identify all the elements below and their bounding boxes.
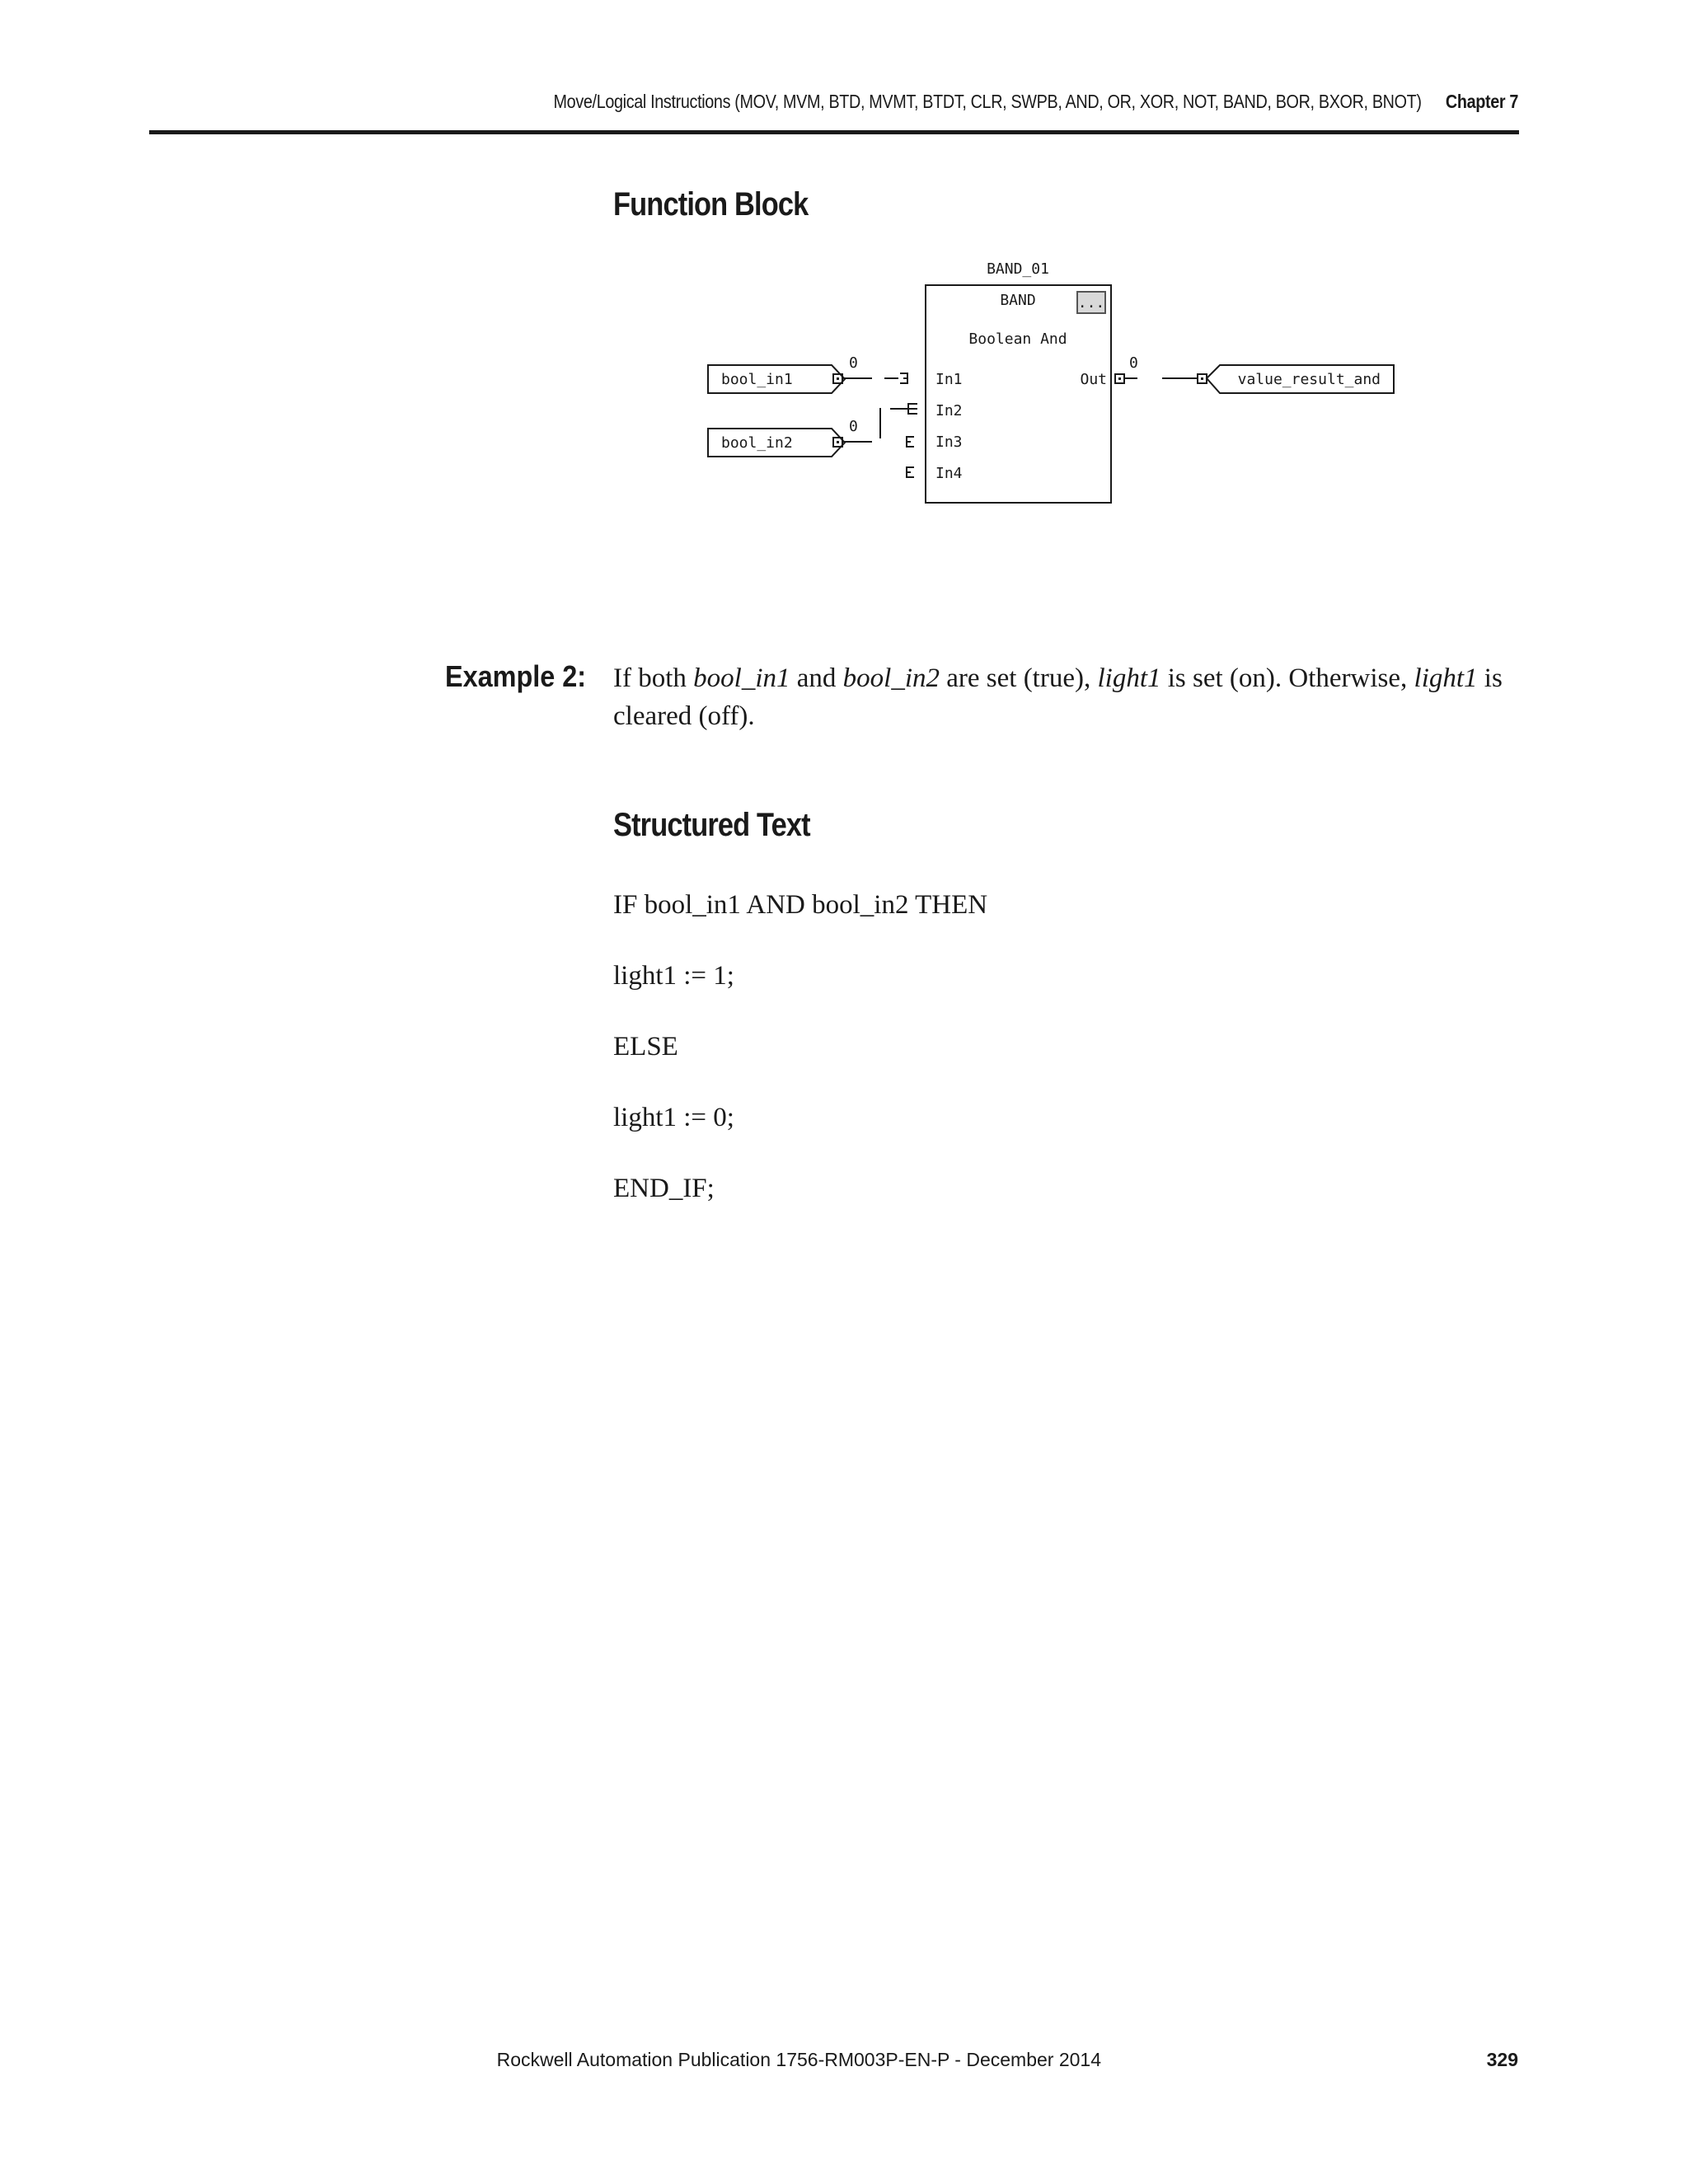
function-block-heading: Function Block — [613, 186, 809, 223]
band-function-block-diagram — [705, 257, 1414, 513]
pin-out: Out — [1080, 371, 1107, 388]
example-var-light1: light1 — [1414, 663, 1478, 693]
code-line-1: IF bool_in1 AND bool_in2 THEN — [613, 890, 988, 920]
structured-text-heading: Structured Text — [613, 807, 810, 843]
input-tag-2: bool_in2 — [721, 434, 793, 452]
footer-publication: Rockwell Automation Publication 1756-RM003P-EN-P - December 2014 — [496, 2049, 1101, 2070]
chapter-label: Chapter 7 — [1445, 91, 1518, 112]
code-line-5: END_IF; — [613, 1174, 715, 1203]
pin-in1: In1 — [935, 371, 963, 388]
example-text: is cleared (off). — [613, 663, 1503, 731]
output-value: 0 — [1129, 354, 1138, 372]
block-type: BAND — [1000, 292, 1036, 309]
example-text: and — [790, 663, 843, 693]
block-name: BAND_01 — [987, 260, 1049, 278]
pin-in4: In4 — [935, 465, 963, 482]
code-line-3: ELSE — [613, 1032, 678, 1062]
block-button-label: ... — [1077, 294, 1105, 312]
input-tag-1: bool_in1 — [721, 371, 793, 388]
example-text: are set (true), — [940, 663, 1098, 693]
example-var-bool-in1: bool_in1 — [693, 663, 790, 693]
output-tag: value_result_and — [1237, 371, 1381, 388]
code-line-2: light1 := 1; — [613, 961, 734, 991]
page-number: 329 — [1486, 2049, 1518, 2070]
example-text: If both — [613, 663, 694, 693]
example-text: is set (on). Otherwise, — [1160, 663, 1414, 693]
code-line-4: light1 := 0; — [613, 1103, 734, 1132]
pin-in3: In3 — [935, 434, 963, 451]
input-value-1: 0 — [849, 354, 858, 372]
input-value-2: 0 — [849, 418, 858, 435]
example-description — [613, 659, 1520, 735]
header-title: Move/Logical Instructions (MOV, MVM, BTD, MVMT, BTDT, CLR, SWPB, AND, OR, XOR, NOT, BAND, BOR, BXOR, BNOT) — [553, 91, 1422, 112]
example-var-bool-in2: bool_in2 — [842, 663, 940, 693]
pin-in2: In2 — [935, 402, 963, 419]
block-description: Boolean And — [968, 330, 1067, 348]
example-label: Example 2: — [445, 659, 587, 693]
example-var-light1: light1 — [1097, 663, 1161, 693]
running-header — [554, 91, 1518, 113]
header-rule — [149, 130, 1519, 134]
